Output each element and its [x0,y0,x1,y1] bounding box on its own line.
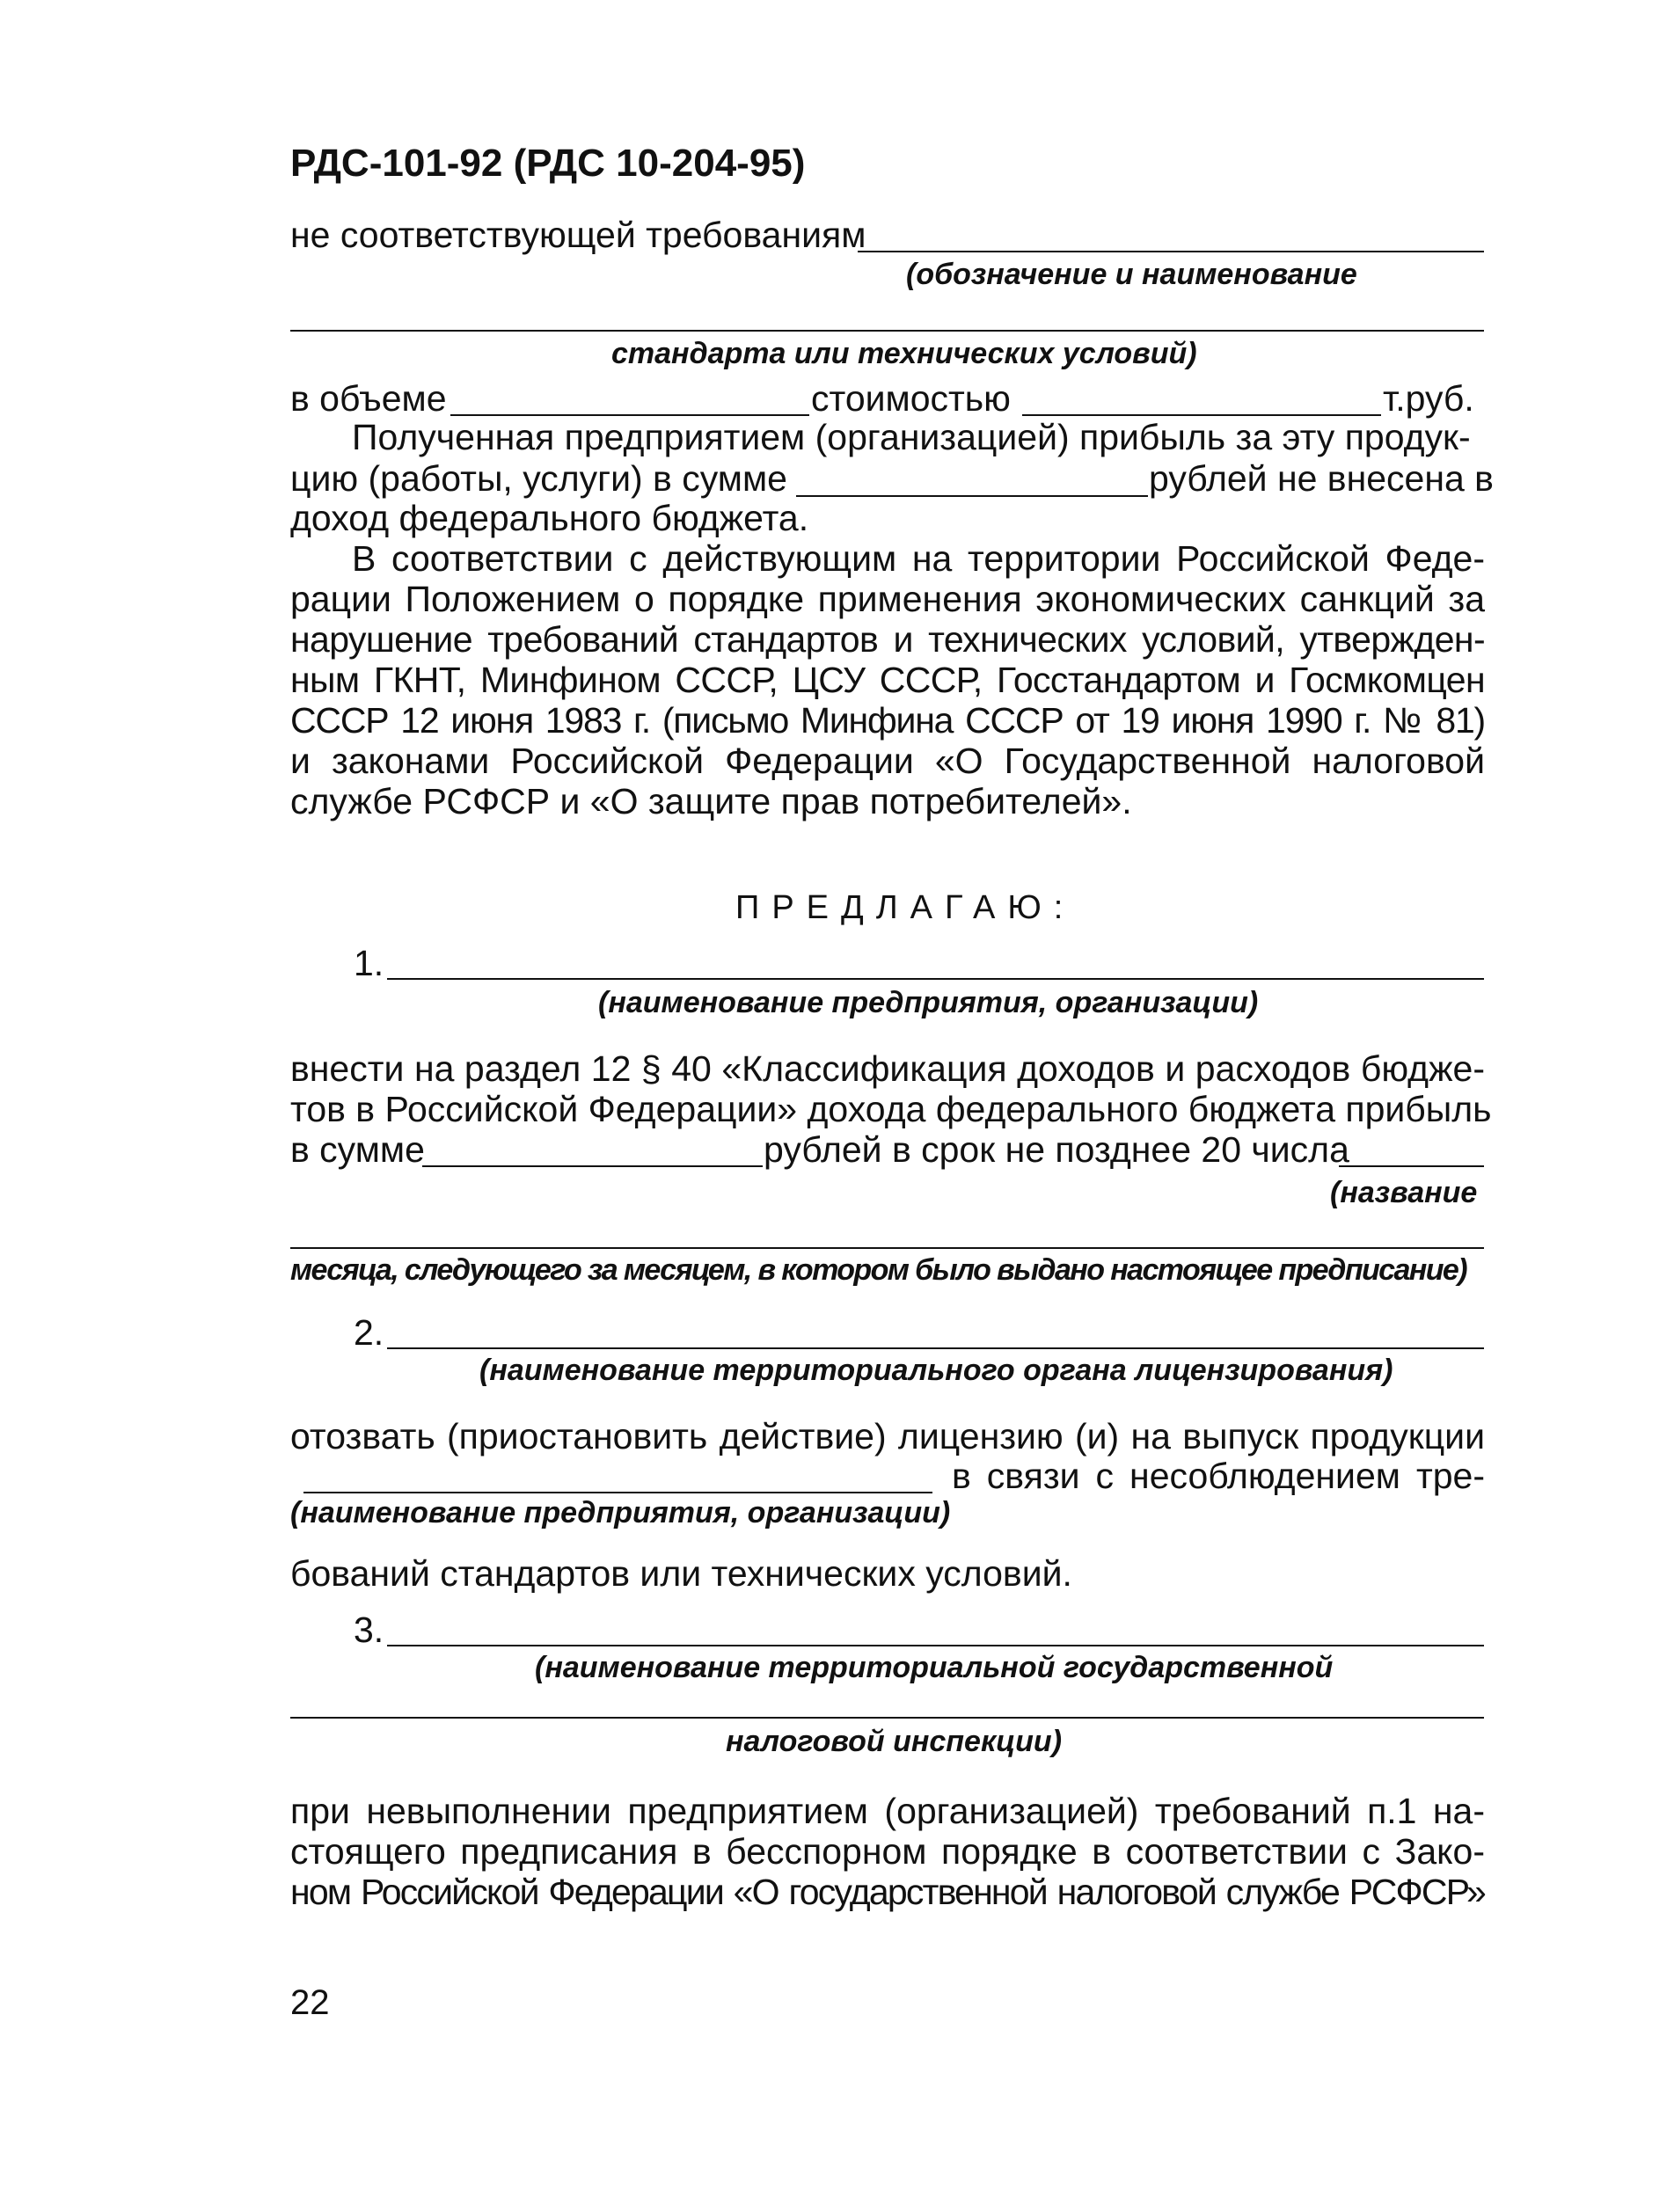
volume-field[interactable] [450,414,809,416]
basis-paragraph-line: и законами Российской Федерации «О Государственной налоговой [290,741,1485,781]
profit-paragraph-line: Полученная предприятием (организацией) прибыль за эту продук- [352,417,1471,457]
item-number-1: 1. [354,943,384,983]
item1-sum-label: в сумме [290,1129,425,1170]
profit-paragraph-line: доход федерального бюджета. [290,498,809,538]
basis-paragraph-line: СССР 12 июня 1983 г. (письмо Минфина СССР от 19 июня 1990 г. № 81) [290,700,1485,741]
item1-text-line: тов в Российской Федерации» дохода федерального бюджета прибыль [290,1089,1492,1129]
item3-text-line: при невыполнении предприятием (организацией) требований п.1 на- [290,1791,1485,1831]
document-code-header: РДС-101-92 (РДС 10-204-95) [290,142,806,185]
basis-paragraph-line: ным ГКНТ, Минфином СССР, ЦСУ СССР, Госстандартом и Госмкомцен [290,660,1485,700]
basis-paragraph-line: рации Положением о порядке применения экономических санкций за [290,579,1485,619]
currency-label: т.руб. [1383,378,1474,419]
item2-organization-field[interactable] [303,1492,932,1493]
basis-paragraph-line: службе РСФСР и «О защите прав потребителей». [290,781,1132,821]
item2-licensing-field[interactable] [387,1347,1484,1349]
item-number-3: 3. [354,1610,384,1650]
item3-text-line: ном Российской Федерации «О государственной налоговой службе РСФСР» [290,1872,1485,1912]
propose-heading: ПРЕДЛАГАЮ: [735,889,1076,926]
item3-tax-inspection-caption: (наименование территориальной государственной [535,1651,1334,1684]
standard-name-caption: стандарта или технических условий) [611,337,1197,370]
item1-deadline-label: рублей в срок не позднее 20 числа [764,1129,1349,1170]
page-number: 22 [290,1983,330,2022]
item3-tax-inspection-name-caption: налоговой инспекции) [726,1725,1063,1758]
item1-text-line: внести на раздел 12 § 40 «Классификация доходов и расходов бюдже- [290,1048,1485,1089]
item1-month-caption: (название [1330,1176,1478,1209]
item1-organization-caption: (наименование предприятия, организации) [598,986,1259,1019]
cost-field[interactable] [1022,414,1381,416]
item1-sum-field[interactable] [422,1165,763,1167]
cost-label: стоимостью [811,378,1011,419]
item3-tax-inspection-field[interactable] [387,1645,1484,1646]
item-number-2: 2. [354,1312,384,1353]
profit-sum-prefix: цию (работы, услуги) в сумме [290,458,787,499]
item2-text-line: в связи с несоблюдением тре- [952,1456,1485,1496]
item1-month-name-field[interactable] [290,1247,1484,1249]
basis-paragraph-line: нарушение требований стандартов и технических условий, утвержден- [290,619,1485,660]
item2-text-line: отозвать (приостановить действие) лицензию (и) на выпуск продукции [290,1416,1485,1456]
item1-month-field[interactable] [1339,1165,1484,1167]
basis-paragraph-line: В соответствии с действующим на территории Российской Феде- [352,538,1485,579]
item2-organization-caption: (наименование предприятия, организации) [290,1496,951,1529]
item1-organization-field[interactable] [387,978,1484,980]
item3-tax-inspection-name-field[interactable] [290,1717,1484,1719]
not-conforming-label: не соответствующей требованиям [290,215,866,255]
standard-designation-caption: (обозначение и наименование [906,258,1357,291]
profit-sum-suffix: рублей не внесена в [1149,458,1494,499]
item2-text-line: бований стандартов или технических условий. [290,1553,1072,1594]
profit-sum-field[interactable] [796,495,1148,497]
standard-designation-field[interactable] [858,251,1484,252]
item3-text-line: стоящего предписания в бесспорном порядке в соответствии с Зако- [290,1831,1485,1872]
item2-licensing-caption: (наименование территориального органа лицензирования) [479,1354,1393,1387]
item1-month-name-caption: месяца, следующего за месяцем, в котором было выдано настоящее предписание) [290,1253,1466,1287]
standard-name-field[interactable] [290,330,1484,332]
volume-label: в объеме [290,378,447,419]
